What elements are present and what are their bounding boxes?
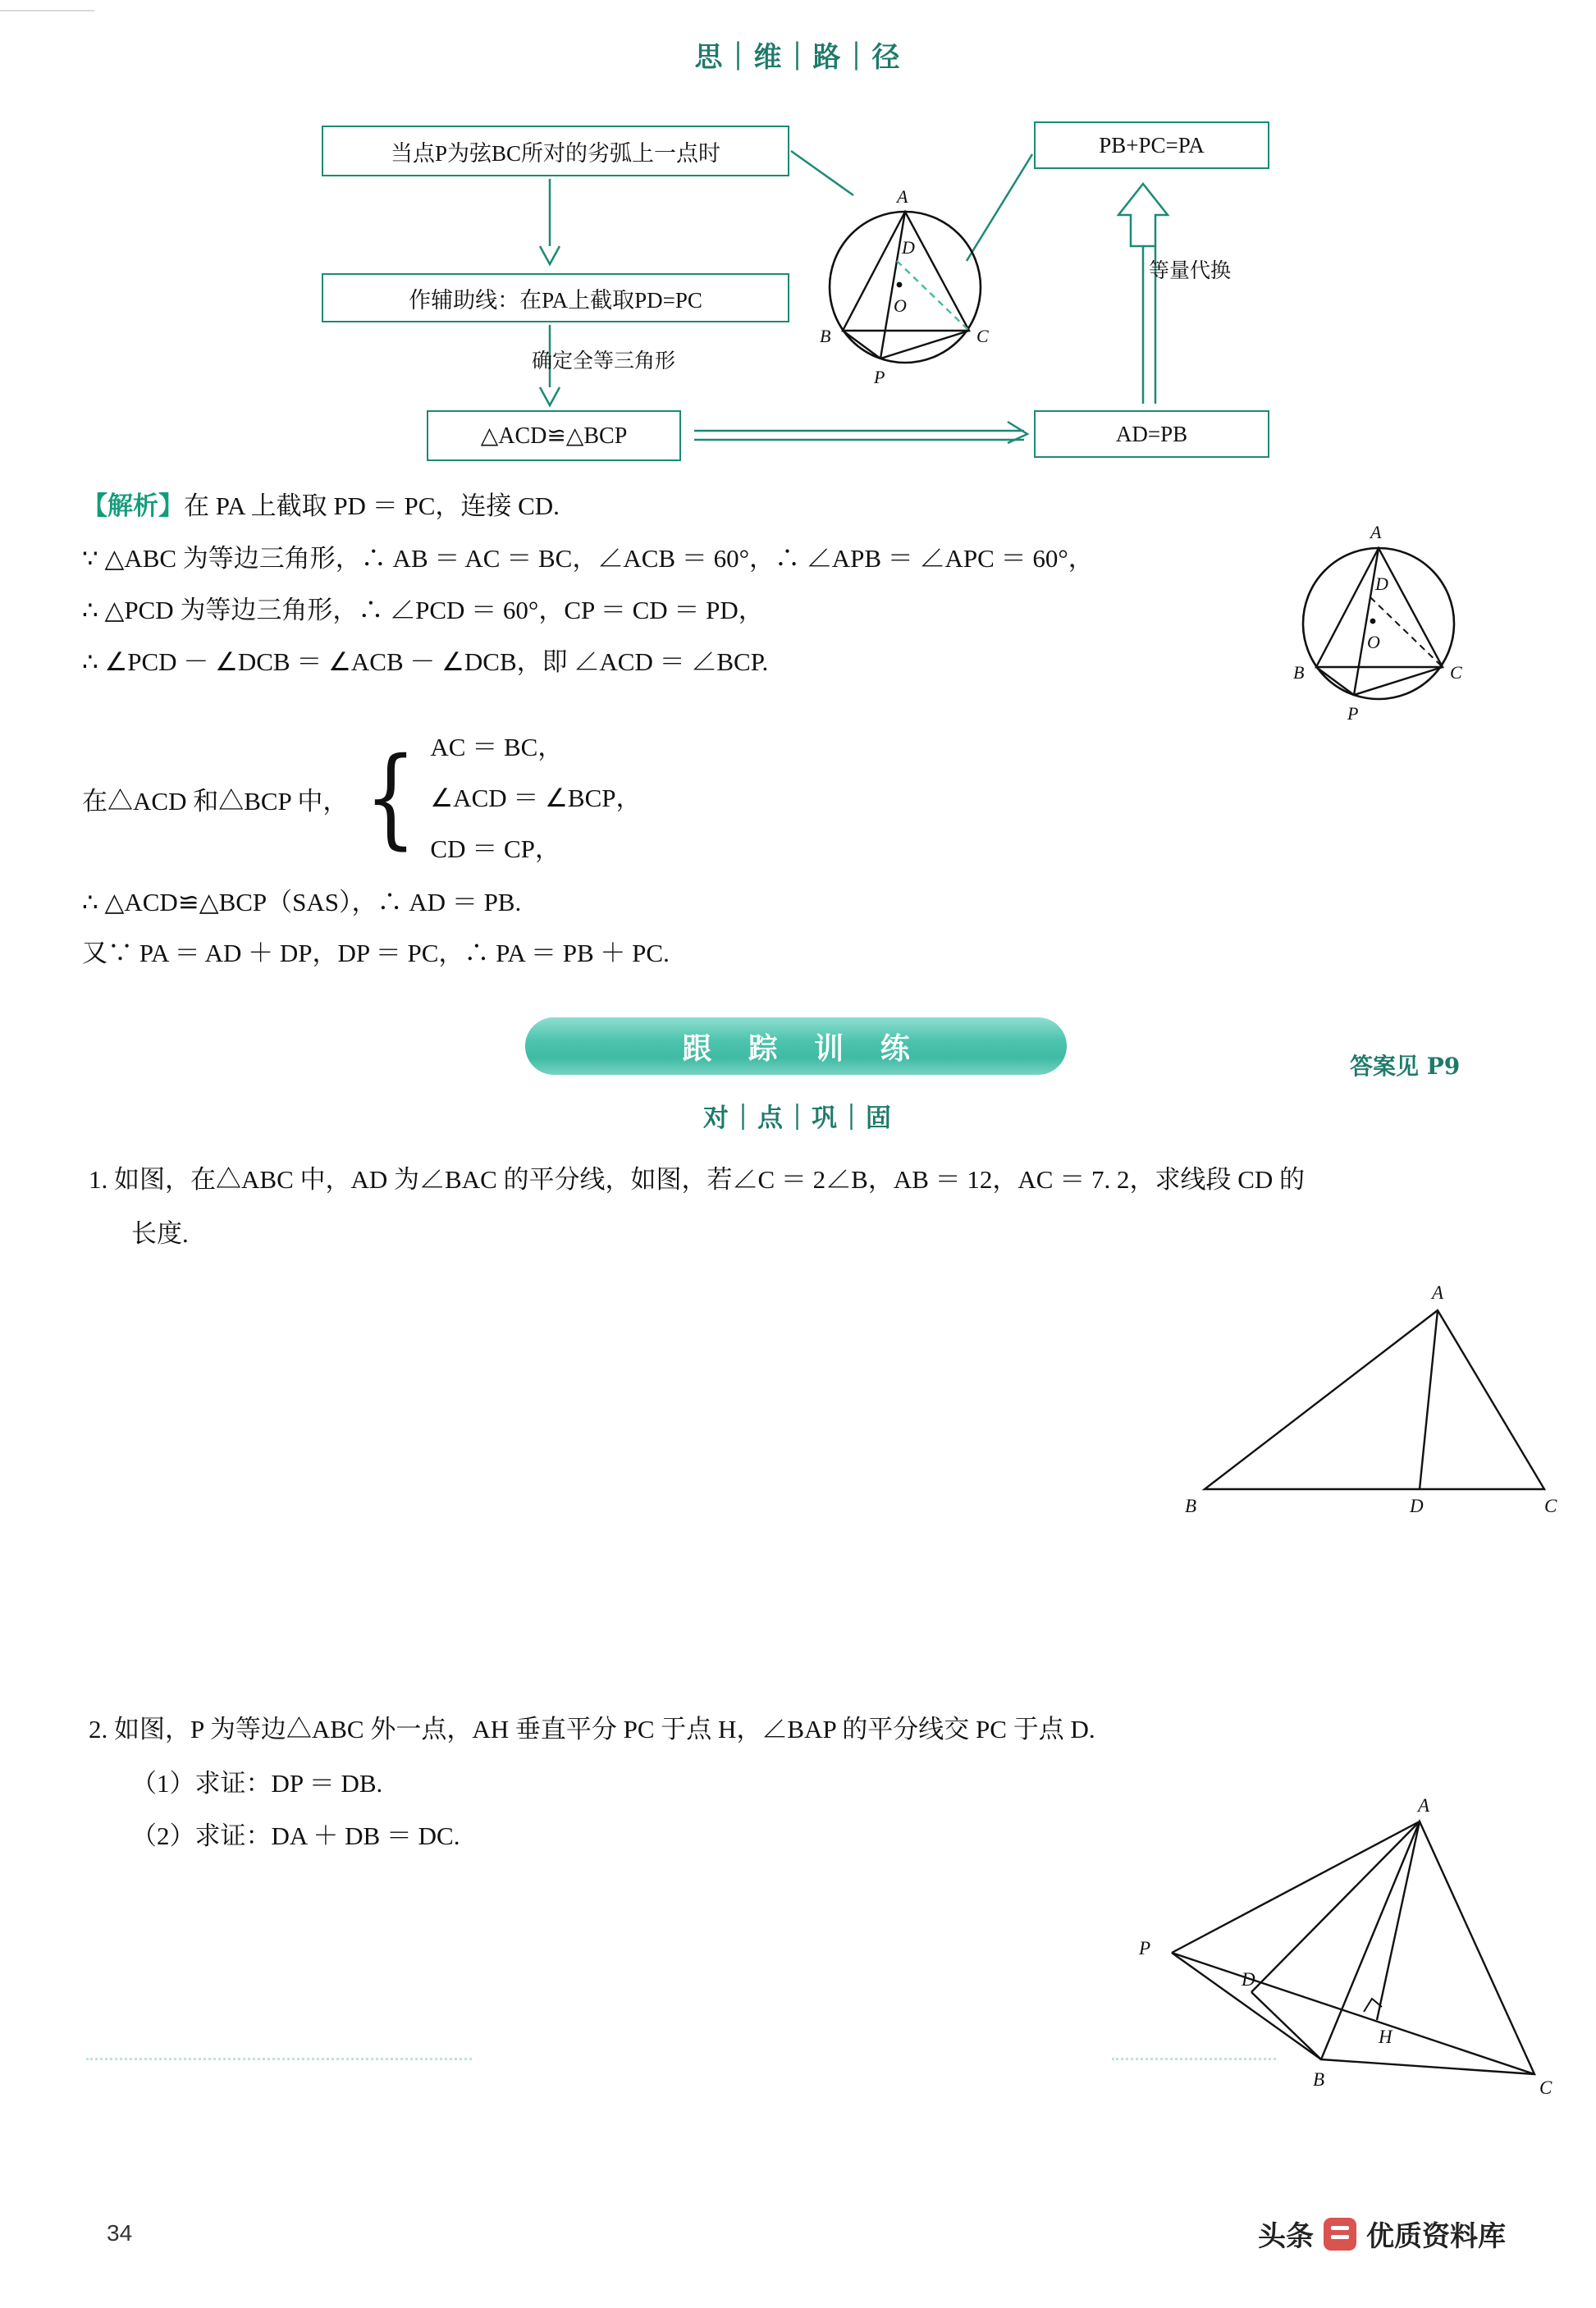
flow-box-congruent: △ACD≌△BCP <box>427 410 681 461</box>
flow-box-auxiliary-line: 作辅助线：在PA上截取PD=PC <box>322 273 789 322</box>
brand-name: 优质资料库 <box>1366 2220 1506 2253</box>
solution-line-6: 又∵ PA ＝ AD ＋ DP，DP ＝ PC，∴ PA ＝ PB ＋ PC. <box>82 939 670 967</box>
svg-text:C: C <box>1539 2077 1553 2098</box>
circle-figure-top <box>808 168 1013 406</box>
flow-label-determine-congruent: 确定全等三角形 <box>532 349 676 372</box>
svg-text:A: A <box>1370 522 1382 542</box>
practice-banner-label: 跟 踪 训 练 <box>682 1031 923 1066</box>
svg-text:H: H <box>1379 2027 1392 2047</box>
section-title: 思｜维｜路｜径 <box>694 41 902 74</box>
solution-line-3: ∴ △PCD 为等边三角形，∴ ∠PCD ＝ 60°，CP ＝ CD ＝ PD， <box>82 596 764 624</box>
svg-text:B: B <box>1293 662 1305 683</box>
circle-figure-side <box>1276 509 1489 747</box>
solution-line-1 <box>82 480 1149 532</box>
left-brace-symbol: { <box>364 734 417 862</box>
svg-text:A: A <box>1418 1795 1430 1816</box>
system-row-3: CD ＝ CP， <box>430 834 560 863</box>
svg-text:P: P <box>874 367 885 387</box>
solution-block <box>82 480 1149 688</box>
flow-label-equal-substitution: 等量代换 <box>1149 258 1232 282</box>
svg-text:C: C <box>1544 1496 1557 1514</box>
svg-text:B: B <box>820 326 831 346</box>
svg-text:B: B <box>1313 2069 1325 2090</box>
solution-line-2: ∵ △ABC 为等边三角形，∴ AB ＝ AC ＝ BC，∠ACB ＝ 60°，∴ ∠APB ＝ ∠APC ＝ 60°， <box>82 544 1094 573</box>
brand-logo-icon <box>1324 2218 1356 2251</box>
watermark-brand <box>1258 2214 1506 2254</box>
problem-2-figure <box>1075 1789 1567 2109</box>
svg-text:D: D <box>902 237 915 258</box>
solution-line-1-text: 在 PA 上截取 PD ＝ PC，连接 CD. <box>184 491 560 520</box>
problem-2-line-3: （2）求证：DA ＋ DB ＝ DC. <box>131 1821 460 1850</box>
svg-text:O: O <box>1367 632 1380 652</box>
problem-1-line-1: 1. 如图，在△ABC 中，AD 为∠BAC 的平分线，如图，若∠C ＝ 2∠B，AB ＝ 12，AC ＝ 7. 2，求线段 CD 的 <box>89 1165 1306 1194</box>
svg-text:P: P <box>1139 1938 1151 1958</box>
svg-text:D: D <box>1410 1496 1424 1514</box>
practice-subtitle: 对｜点｜巩｜固 <box>703 1104 893 1133</box>
problem-1-figure <box>1173 1276 1567 1514</box>
flowchart-connectors <box>0 0 1596 492</box>
flow-box-condition: 当点P为弦BC所对的劣弧上一点时 <box>322 126 789 176</box>
solution-keyword: 【解析】 <box>82 491 184 521</box>
flow-box-result: PB+PC=PA <box>1034 121 1269 169</box>
problem-2-line-2: （1）求证：DP ＝ DB. <box>131 1769 383 1798</box>
banner-dotted-line-left <box>86 2058 472 2060</box>
svg-text:C: C <box>1450 662 1462 683</box>
svg-text:C: C <box>976 326 989 346</box>
problem-1-line-2: 长度. <box>131 1219 189 1248</box>
solution-line-4: ∴ ∠PCD － ∠DCB ＝ ∠ACB － ∠DCB，即 ∠ACD ＝ ∠BCP. <box>82 647 769 676</box>
svg-text:B: B <box>1185 1496 1197 1514</box>
practice-banner-pill <box>525 1017 1067 1075</box>
system-lead-text: 在△ACD 和△BCP 中， <box>82 786 349 816</box>
svg-text:A: A <box>1432 1282 1444 1303</box>
system-row-1: AC ＝ BC， <box>430 733 564 761</box>
problem-2-line-1: 2. 如图，P 为等边△ABC 外一点，AH 垂直平分 PC 于点 H，∠BAP 的平分线交 PC 于点 D. <box>89 1715 1095 1744</box>
svg-text:D: D <box>1242 1969 1255 1990</box>
system-row-2: ∠ACD ＝ ∠BCP， <box>430 784 642 812</box>
thinking-path-flowchart <box>0 0 1596 476</box>
answer-reference: 答案见 P9 <box>1350 1053 1461 1080</box>
congruence-conditions-system <box>82 722 642 875</box>
page-number: 34 <box>107 2220 133 2246</box>
svg-text:A: A <box>897 186 908 207</box>
svg-text:O: O <box>894 295 907 316</box>
brand-prefix: 头条 <box>1258 2220 1314 2253</box>
svg-text:D: D <box>1375 574 1388 594</box>
svg-text:P: P <box>1347 703 1359 724</box>
flow-box-ad-equals-pb: AD=PB <box>1034 410 1269 458</box>
solution-line-5: ∴ △ACD≌△BCP（SAS），∴ AD ＝ PB. <box>82 888 522 916</box>
